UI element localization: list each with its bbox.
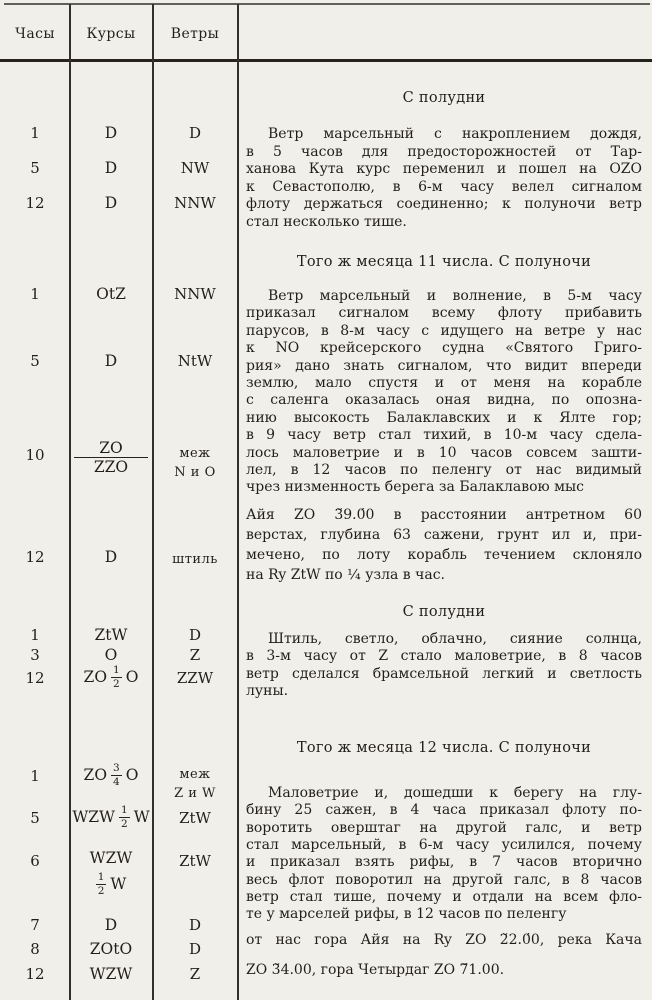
fraction: 1 2 [121, 803, 128, 830]
course-cell: D [104, 159, 118, 177]
top-rule [4, 3, 650, 5]
course-cell: O [104, 646, 118, 664]
narrative-line: парусов, в 8-м часу с идущего на ветре у нас [246, 322, 642, 339]
course-cell: D [104, 194, 118, 212]
course-cell: D [104, 916, 118, 934]
narrative-line: флоту держаться соединенно; к полуночи ветр [246, 196, 642, 212]
hour-cell: 12 [25, 194, 45, 212]
narrative-line: стал марсельный, в 6-м часу усилился, почему [246, 836, 642, 853]
wind-cell: D [188, 940, 202, 958]
narrative-line: воротить оверштаг на другой галс, и ветр [246, 819, 642, 836]
narrative-line: стал несколько тише. [246, 213, 407, 230]
course-cell: D [104, 352, 118, 370]
column-header-winds: Ветры [170, 26, 220, 42]
wind-cell: NNW [174, 285, 216, 303]
hour-cell: 12 [25, 965, 45, 983]
column-divider-courses-winds [152, 4, 154, 1000]
hour-cell: 5 [30, 352, 40, 370]
narrative-line: Ветр марсельный с накроплением дождя, [268, 126, 642, 142]
course-cell: ZO 3 4 O [83, 761, 139, 788]
narrative-line: верстах, глубина 63 сажени, грунт ил и, при- [246, 527, 642, 543]
column-header-courses: Курсы [86, 26, 136, 42]
narrative-line: на Ry ZtW по ¼ узла в час. [246, 567, 445, 583]
hour-cell: 12 [25, 669, 45, 687]
course-cell: WZW 1 2 W [72, 803, 150, 830]
hour-cell: 3 [30, 646, 40, 664]
narrative-line: ханова Кута курс переменил и пошел на OZO [246, 161, 642, 177]
narrative-line: Штиль, светло, облачно, сияние солнца, [268, 631, 642, 647]
wind-cell: ZtW [179, 809, 211, 827]
column-divider-winds-notes [237, 4, 239, 1000]
wind-cell: ZZW [176, 669, 214, 687]
fraction: 1 2 [113, 663, 120, 690]
narrative-line: бину 25 сажен, в 4 часа приказал флоту по- [246, 802, 642, 819]
course-cell: WZW 1 2 W [89, 849, 133, 897]
hour-cell: 5 [30, 809, 40, 827]
header-bottom-rule [0, 59, 652, 62]
wind-cell: NNW [174, 194, 216, 212]
hour-cell: 10 [25, 446, 45, 464]
hour-cell: 5 [30, 159, 40, 177]
fraction: 1 2 [97, 870, 105, 897]
wind-cell: штиль [172, 552, 218, 567]
wind-cell: меж N и О [174, 446, 216, 480]
column-divider-hours-courses [69, 4, 71, 1000]
wind-cell: D [188, 626, 202, 644]
column-header-hours: Часы [15, 26, 55, 42]
course-cell: ZOtO [89, 940, 133, 958]
narrative-line: Айя ZO 3̆9.0́0 в расстоянии антретном 60 [246, 507, 642, 523]
narrative-line: мечено, по лоту корабль течением склоняло [246, 547, 642, 563]
narrative-line: ветр стал тише, почему и отдали на всем фло- [246, 888, 642, 905]
section-heading: Того ж месяца 11 числа. С полуночи [296, 254, 592, 270]
wind-cell: NW [180, 159, 210, 177]
narrative-line: лел, в 12 часов по пеленгу от нас видимый [246, 462, 642, 478]
course-cell: ZO 1 2 O [83, 663, 139, 690]
hour-cell: 1 [30, 626, 40, 644]
narrative-line: чрез низменность берега за Балаклавою мыс [246, 479, 585, 496]
section-heading: Того ж месяца 12 числа. С полуночи [296, 740, 592, 756]
wind-cell: D [188, 916, 202, 934]
narrative-line: Ветр марсельный и волнение, в 5-м часу [268, 288, 642, 304]
narrative-line: с саленга оказалась оная видна, по опозна- [246, 392, 642, 409]
wind-cell: NtW [177, 352, 213, 370]
fraction: 3 4 [113, 761, 120, 788]
narrative-line: и приказал взять рифы, в 7 часов вторично [246, 854, 642, 871]
course-cell: OtZ [96, 285, 126, 303]
course-cell: ZtW [94, 626, 128, 644]
course-cell: D [104, 124, 118, 142]
narrative-line: ZO 3̆4.00, гора Четырдаг ZO 7̆1.00. [246, 962, 505, 978]
narrative-line: рия» дано знать сигналом, что видит впереди [246, 357, 642, 374]
narrative-line: приказал сигналом всему флоту прибавить [246, 305, 642, 322]
narrative-line: весь флот поворотил на другой галс, в 8 часов [246, 871, 642, 888]
wind-cell: ZtW [179, 852, 211, 870]
hour-cell: 1 [30, 285, 40, 303]
narrative-line: Маловетрие и, дошедши к берегу на глу- [268, 785, 642, 801]
hour-cell: 12 [25, 548, 45, 566]
course-cell: ZO ZZO [72, 440, 150, 475]
section-heading: С полудни [402, 90, 486, 106]
hour-cell: 1 [30, 767, 40, 785]
narrative-line: в 3-м часу от Z стало маловетрие, в 8 часов [246, 648, 642, 665]
narrative-line: землю, мало спустя и от меня на корабле [246, 375, 642, 391]
narrative-line: от нас гора Айя на Ry ZO 2̆2.0́0, река Кача [246, 932, 642, 948]
narrative-line: нию высокость Балаклавских и к Ялте гор; [246, 409, 642, 426]
narrative-line: в 5 часов для предосторожностей от Тар- [246, 143, 642, 160]
course-cell: WZW [89, 965, 133, 983]
narrative-line: к Севастополю, в 6-м часу велел сигналом [246, 178, 642, 195]
wind-cell: меж Z и W [174, 767, 216, 801]
narrative-line: лось маловетрие и в 10 часов совсем зашти- [246, 444, 642, 461]
narrative-line: те у марселей рифы, в 12 часов по пеленгу [246, 906, 567, 923]
hour-cell: 1 [30, 124, 40, 142]
course-cell: D [104, 548, 118, 566]
narrative-line: к NO крейсерского судна «Святого Григо- [246, 340, 642, 357]
hour-cell: 7 [30, 916, 40, 934]
narrative-line: в 9 часу ветр стал тихий, в 10-м часу сдела- [246, 427, 642, 444]
narrative-line: луны. [246, 683, 289, 700]
section-heading: С полудни [402, 604, 486, 620]
narrative-line: ветр сделался брамсельной легкий и светлость [246, 665, 642, 682]
hour-cell: 8 [30, 940, 40, 958]
wind-cell: D [188, 124, 202, 142]
hour-cell: 6 [30, 852, 40, 870]
wind-cell: Z [189, 646, 201, 664]
wind-cell: Z [189, 965, 201, 983]
